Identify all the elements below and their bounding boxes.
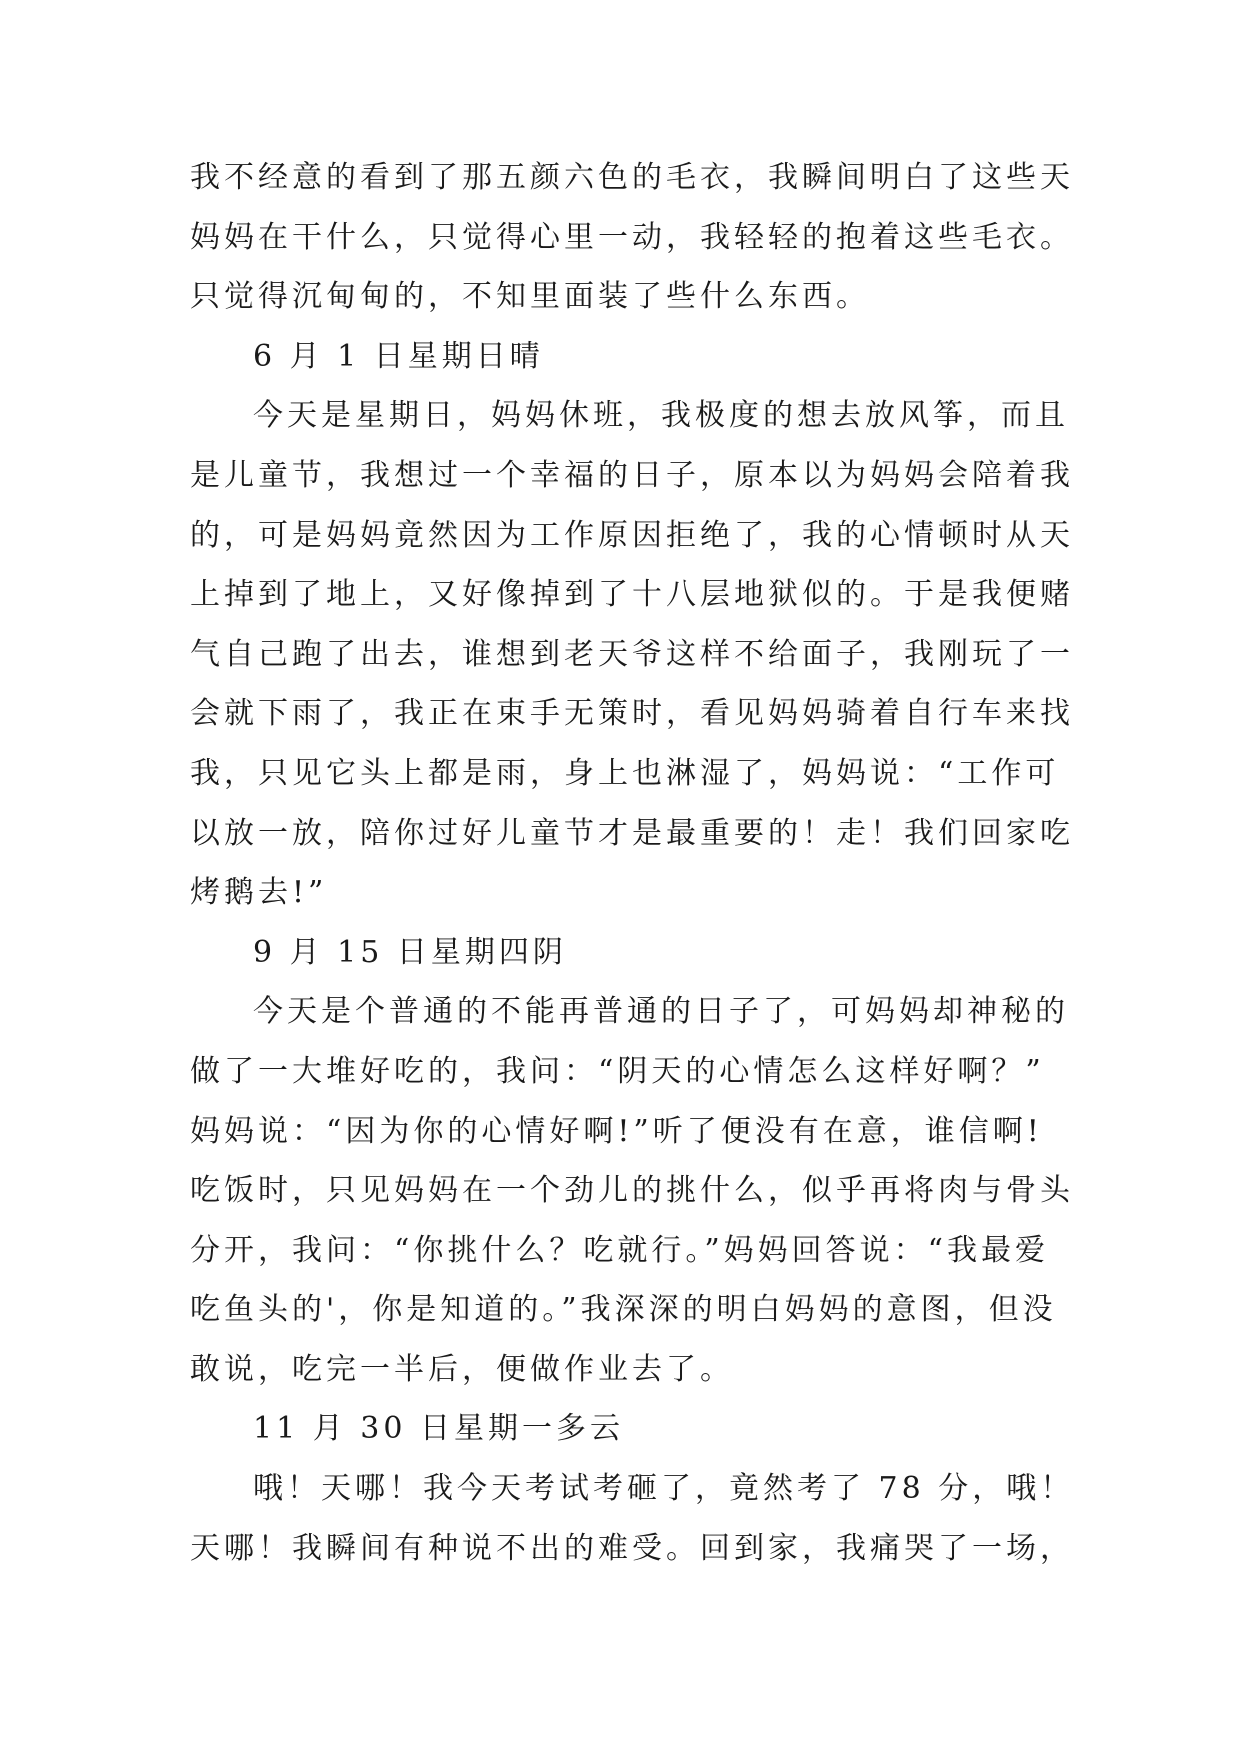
paragraph-first-line: 哦！天哪！我今天考试考砸了，竟然考了 78 分，哦！ bbox=[253, 1471, 1075, 1507]
document-body bbox=[190, 155, 1080, 1585]
text-line: 吃鱼头的'，你是知道的。”我深深的明白妈妈的意图，但没 bbox=[190, 1292, 1057, 1328]
text-line: 我不经意的看到了那五颜六色的毛衣，我瞬间明白了这些天 bbox=[190, 160, 1074, 195]
text-line: 的，可是妈妈竟然因为工作原因拒绝了，我的心情顿时从天 bbox=[190, 517, 1074, 553]
text-line: 烤鹅去!” bbox=[190, 875, 328, 911]
text-line: 天哪！我瞬间有种说不出的难受。回到家，我痛哭了一场， bbox=[190, 1530, 1074, 1566]
diary-date-heading: 9 月 15 日星期四阴 bbox=[253, 934, 567, 970]
text-line: 敢说，吃完一半后，便做作业去了。 bbox=[190, 1351, 734, 1387]
diary-date-heading: 11 月 30 日星期一多云 bbox=[253, 1411, 624, 1447]
text-line: 上掉到了地上，又好像掉到了十八层地狱似的。于是我便赌 bbox=[190, 577, 1074, 613]
paragraph-first-line: 今天是星期日，妈妈休班，我极度的想去放风筝，而且 bbox=[253, 398, 1069, 434]
text-line: 会就下雨了，我正在束手无策时，看见妈妈骑着自行车来找 bbox=[190, 696, 1074, 732]
text-line: 做了一大堆好吃的，我问：“阴天的心情怎么这样好啊？” bbox=[190, 1053, 1045, 1089]
text-line: 气自己跑了出去，谁想到老天爷这样不给面子，我刚玩了一 bbox=[190, 636, 1074, 672]
text-line: 吃饭时，只见妈妈在一个劲儿的挑什么，似乎再将肉与骨头 bbox=[190, 1173, 1074, 1209]
text-line: 只觉得沉甸甸的，不知里面装了些什么东西。 bbox=[190, 279, 870, 315]
diary-date-heading: 6 月 1 日星期日晴 bbox=[253, 338, 544, 374]
paragraph-first-line: 今天是个普通的不能再普通的日子了，可妈妈却神秘的 bbox=[253, 994, 1069, 1030]
text-line: 我，只见它头上都是雨，身上也淋湿了，妈妈说：“工作可 bbox=[190, 755, 1060, 791]
text-line: 妈妈说：“因为你的心情好啊!”听了便没有在意，谁信啊! bbox=[190, 1113, 1043, 1149]
text-line: 是儿童节，我想过一个幸福的日子，原本以为妈妈会陪着我 bbox=[190, 457, 1074, 493]
text-line: 分开，我问：“你挑什么？吃就行。”妈妈回答说：“我最爱 bbox=[190, 1232, 1050, 1268]
text-line: 妈妈在干什么，只觉得心里一动，我轻轻的抱着这些毛衣。 bbox=[190, 219, 1074, 255]
text-line: 以放一放，陪你过好儿童节才是最重要的！走！我们回家吃 bbox=[190, 815, 1074, 851]
